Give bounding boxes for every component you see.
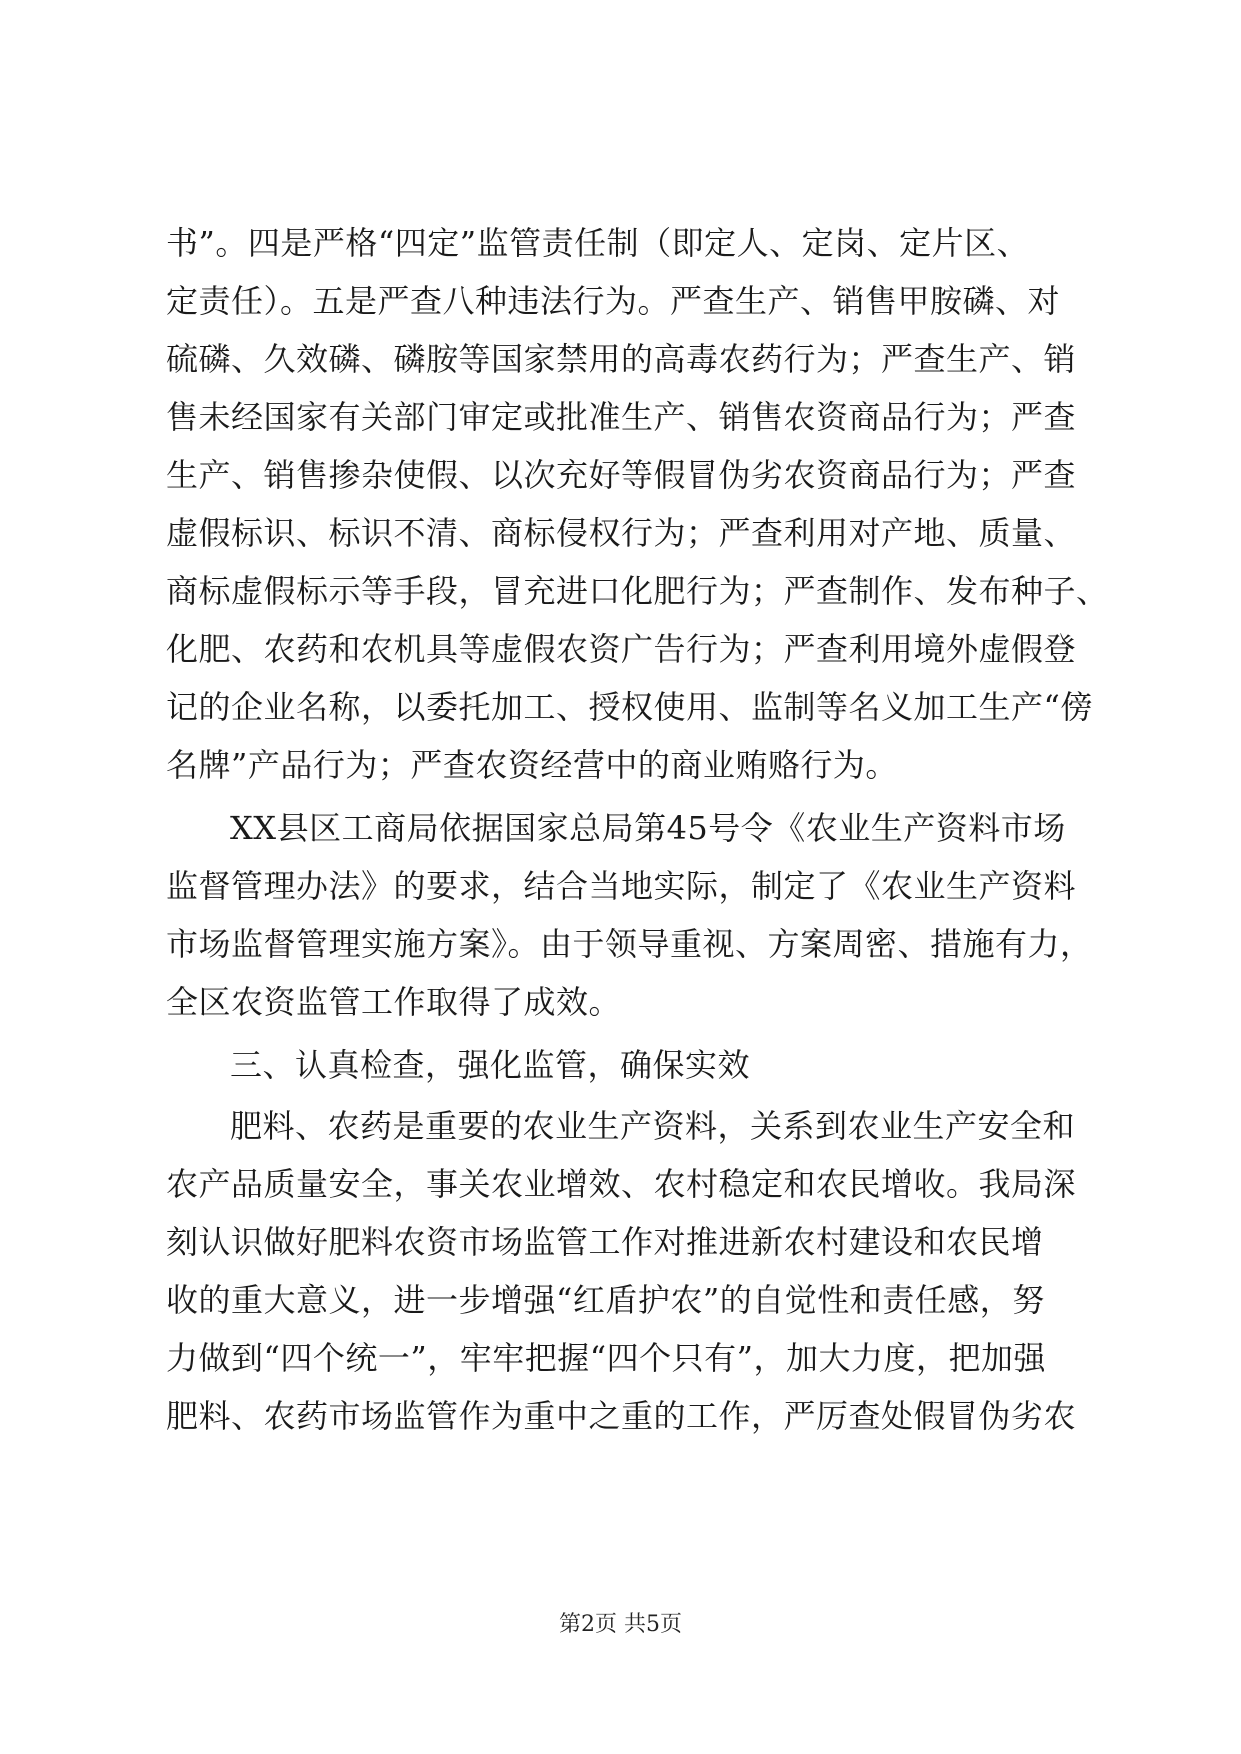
text-line: 市场监督管理实施方案》。由于领导重视、方案周密、措施有力， [166,925,1093,963]
text-line: 书”。四是严格“四定”监管责任制（即定人、定岗、定片区、 [166,224,1030,262]
paragraph-start-line: 肥料、农药是重要的农业生产资料，关系到农业生产安全和 [230,1107,1076,1145]
text-line: 生产、销售掺杂使假、以次充好等假冒伪劣农资商品行为；严查 [166,456,1077,494]
text-line: 化肥、农药和农机具等虚假农资广告行为；严查利用境外虚假登 [166,630,1077,668]
page-number-footer: 第2页 共5页 [559,1612,682,1637]
text-line: 力做到“四个统一”，牢牢把握“四个只有”，加大力度，把加强 [166,1339,1046,1377]
section-heading: 三、认真检查，强化监管，确保实效 [230,1046,751,1084]
text-line: 肥料、农药市场监管作为重中之重的工作，严厉查处假冒伪劣农 [166,1397,1077,1435]
text-line: 虚假标识、标识不清、商标侵权行为；严查利用对产地、质量、 [166,514,1077,552]
text-line: 收的重大意义，进一步增强“红盾护农”的自觉性和责任感，努 [166,1281,1045,1319]
text-line: 全区农资监管工作取得了成效。 [166,983,622,1021]
text-line: 定责任）。五是严查八种违法行为。严查生产、销售甲胺磷、对 [166,282,1061,320]
text-line: 监督管理办法》的要求，结合当地实际，制定了《农业生产资料 [166,867,1077,905]
text-line: 名牌”产品行为；严查农资经营中的商业贿赂行为。 [166,746,898,784]
text-line: 农产品质量安全，事关农业增效、农村稳定和农民增收。我局深 [166,1165,1077,1203]
text-line: 记的企业名称，以委托加工、授权使用、监制等名义加工生产“傍 [166,688,1093,726]
text-line: 商标虚假标示等手段，冒充进口化肥行为；严查制作、发布种子、 [166,572,1109,610]
text-line: 售未经国家有关部门审定或批准生产、销售农资商品行为；严查 [166,398,1077,436]
text-line: 硫磷、久效磷、磷胺等国家禁用的高毒农药行为；严查生产、销 [166,340,1077,378]
paragraph-start-line: XX县区工商局依据国家总局第45号令《农业生产资料市场 [230,809,1066,847]
text-line: 刻认识做好肥料农资市场监管工作对推进新农村建设和农民增 [166,1223,1044,1261]
